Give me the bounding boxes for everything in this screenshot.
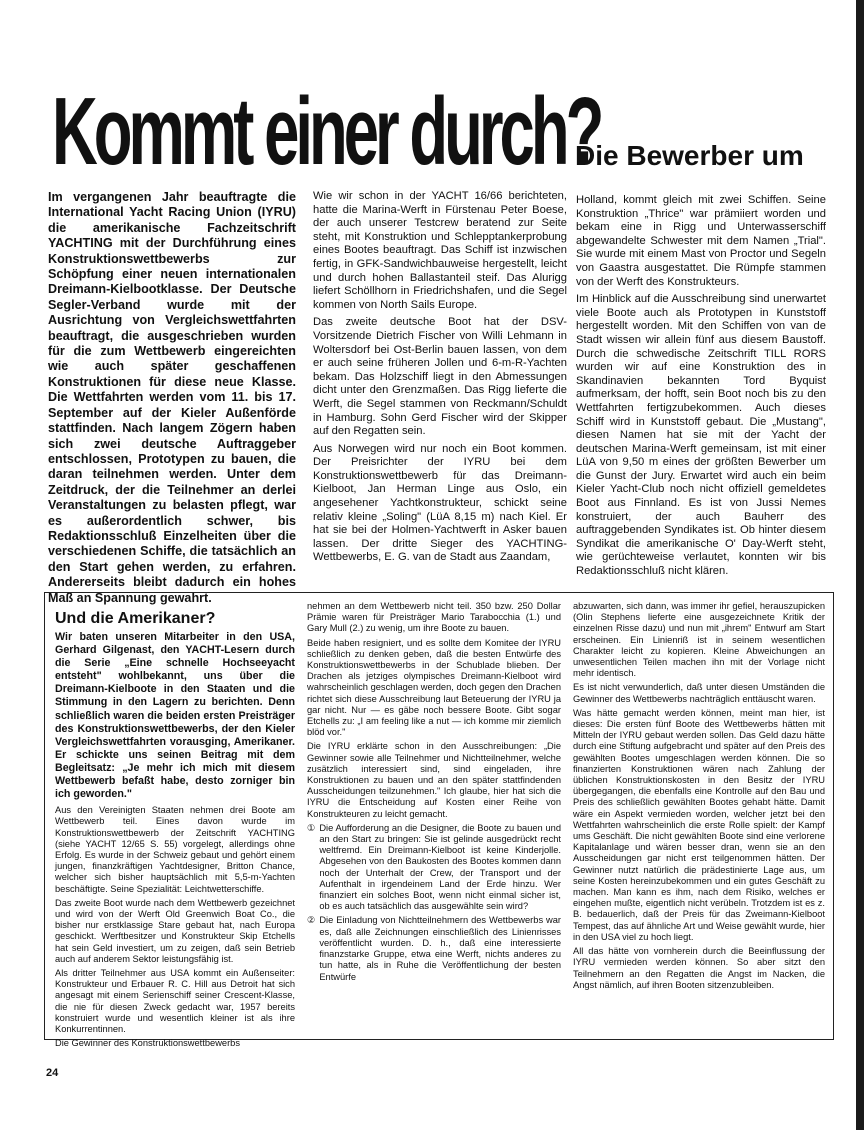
box-paragraph: Es ist nicht verwunderlich, daß unter diesen Umständen die Gewinner des Wettbewerbs nachträglich enttäuscht waren.: [573, 682, 825, 704]
box-paragraph: Aus den Vereinigten Staaten nehmen drei Boote am Wettbewerb teil. Eines davon wurde im Konstruktionswettbewerb der Zeitschrift YACHTING (siehe YACHT 12/65 S. 55) vorgelegt, allerdings ohne Erfolg. Es wurde in der Schweiz gebaut und gehört einem jungen, finanzkräftigen Yachtdesigner, Britton Chance, welcher sich bisher hauptsächlich mit 5,5-m-Yachten beschäftigte. Seine Spezialität: Leichtwetterschiffe.: [55, 805, 295, 894]
box-paragraph: Die IYRU erklärte schon in den Ausschreibungen: „Die Gewinner sowie alle Teilnehmer und Nichtteilnehmer, welche zusätzlich interessiert sind, sind eingeladen, ihre Konstruktionen zu bauen und an den später stattfindenden Ausscheidungen teilzunehmen." Ich glaube, hier hat sich die IYRU die Entscheidung auf Kosten einer Reihe von Konstrukteuren zu leicht gemacht.: [307, 741, 561, 819]
page-number: 24: [46, 1067, 59, 1079]
article-paragraph: Wie wir schon in der YACHT 16/66 berichteten, hatte die Marina-Werft in Fürstenau Peter Boese, der auch unserer Testcrew beratend zur Seite steht, mit Konstruktion und Schlepptankerprobung eines Bootes beauftragt. Das Schiff ist inzwischen fertig, in GFK-Sandwichbauweise hergestellt, leicht und durch hohen Ballastanteil steif. Das Alurigg liefert Schöllhorn in Friedrichshafen, und die Segel kommen von North Sails Europe.: [313, 190, 567, 311]
box-paragraph: Beide haben resigniert, und es sollte dem Komitee der IYRU schließlich zu denken geben, daß die besten Entwürfe des Konstruktionswettbewerbs in der Schublade blieben. Der Drachen als jetziges olympisches Dreimann-Kielboot wird wahrscheinlich geschlagen werden, doch gegen den Drachen richtet sich diese Ausschreibung laut Beteuerung der IYRU ja gar nicht. Nur — es gäbe noch bessere Boote. Gibt sogar Etchells zu: „I am feeling like a nut — ich komme mir ziemlich blöd vor.": [307, 637, 561, 738]
intro-paragraph: Im vergangenen Jahr beauftragte die International Yacht Racing Union (IYRU) die amerikanische Fachzeitschrift YACHTING mit der Durchführung eines Konstruktionswettbewerbs zur Schöpfung einer neuen internationalen Dreimann-Kielbootklasse. Der Deutsche Segler-Verband wurde mit der Ausrichtung von Vergleichswettfahrten beauftragt, die ausgeschrieben wurden für die zum Wettbewerb eingereichten wie auch später geschaffenen Konstruktionen für diese neue Klasse. Die Wettfahrten werden vom 11. bis 17. September auf der Kieler Außenförde stattfinden. Nach langem Zögern haben sich zwei deutsche Auftraggeber entschlossen, Prototypen zu bauen, die daran teilnehmen werden. Unter dem Zeitdruck, der die Teilnehmer an derlei Veranstaltungen zu belasten pflegt, war es außerordentlich schwer, bis Redaktionsschluß Einzelheiten über die verschiedenen Schiffe, die tatsächlich an den Start gehen werden, zu erfahren. Andererseits bleibt dadurch ein hohes Maß an Spannung gewahrt.: [48, 190, 296, 605]
box-column-1: [55, 601, 295, 1049]
box-column-2: [307, 601, 561, 1033]
numbered-item: [307, 915, 561, 982]
numbered-item: [307, 823, 561, 913]
box-paragraph: Als dritter Teilnehmer aus USA kommt ein Außenseiter: Konstrukteur und Erbauer R. C. Hill aus Detroit hat sich angesagt mit einem Serienschiff seiner Crescent-Klasse, die nie für diesen Zweck gedacht war, 1957 bereits konstruiert wurde und wesentlich kleiner ist als ihre Konkurrentinnen.: [55, 968, 295, 1035]
item-number: ②: [307, 915, 316, 926]
article-paragraph: Aus Norwegen wird nur noch ein Boot kommen. Der Preisrichter der IYRU bei dem Konstruktionswettbewerb für das Dreimann-Kielboot, Jan Herman Linge aus Oslo, ein angesehener Yachtkonstrukteur, schickt seine relativ kleine „Soling" (LüA 8,15 m) nach Kiel. Er hat sie bei der Holmen-Yachtwerft in Asker bauen lassen. Der dritte Sieger des YACHTING-Wettbewerbs, E. G. van de Stadt aus Zaandam,: [313, 442, 567, 564]
box-lead: Wir baten unseren Mitarbeiter in den USA, Gerhard Gilgenast, den YACHT-Lesern durch die Serie „Eine schnelle Hochseeyacht entsteht" wohlbekannt, uns über die Dreimann-Kielboote in den Staaten und die Stimmung in den Lagern zu berichten. Denn schließlich waren die beiden ersten Preisträger des Konstruktionswettbewerbs, der den Kieler Vergleichswettfahrten vorausging, Amerikaner. Er schickte uns seinen Beitrag mit dem Begleitsatz: „Je mehr ich mich mit diesem Wettbewerb befaßt habe, desto zorniger bin ich geworden.": [55, 631, 295, 801]
item-text: Die Aufforderung an die Designer, die Boote zu bauen und an den Start zu bringen: Sie ist gelinde ausgedrückt recht weltfremd. Ein Dreimann-Kielboot ist keine Kinderjolle. Abgesehen von den Baukosten des Bootes kommen dann noch der Unterhalt der Crew, der Transport und der Aufenthalt in irgendeinem Land der Erde hinzu. Wer finanziert ein solches Boot, wenn nicht einmal sicher ist, ob es auch tatsächlich das ausgewählte sein wird?: [319, 822, 561, 912]
headline: Kommt einer durch?: [52, 78, 601, 185]
sidebar-box: [44, 592, 834, 1049]
box-paragraph: All das hätte von vornherein durch die Beeinflussung der IYRU vermieden werden können. So aber sitzt den Teilnehmern an den Regatten die Angst im Nacken, die Angst nämlich, auf ihren Booten sitzenzubleiben.: [573, 946, 825, 990]
box-paragraph: nehmen an dem Wettbewerb nicht teil. 350 bzw. 250 Dollar Prämie waren für Preisträger Mario Tarabocchia (1.) und Gary Mull (2.) zu wenig, um ihre Boote zu bauen.: [307, 601, 561, 634]
subhead: Die Bewerber um: [575, 140, 804, 171]
box-paragraph: Das zweite Boot wurde nach dem Wettbewerb gezeichnet und wird von der Werft Old Greenwich Boat Co., die bisher nur erstklassige Stare gebaut hat, nach Europa geschickt. Werftbesitzer und Konstrukteur Skip Etchells hat sein Geld investiert, um zu zeigen, daß sein Betrieb auch auf anderem Sektor leistungsfähig ist.: [55, 897, 295, 964]
article-column-2: [313, 190, 567, 580]
article-paragraph: Das zweite deutsche Boot hat der DSV-Vorsitzende Dietrich Fischer von Willi Lehmann in Woltersdorf bei Ost-Berlin bauen lassen, von dem er auch seine früheren Jollen und 6-m-R-Yachten bekam. Das Holzschiff liegt in den Abmessungen dicht unter den Grenzmaßen. Das Rigg lieferte die Werft, die Segel stammen von Reckmann/Schuldt in Hamburg. Sohn Gerd Fischer wird der Skipper auf den Regatten sein.: [313, 316, 567, 438]
article-paragraph: Im Hinblick auf die Ausschreibung sind unerwartet viele Boote auch als Prototypen in Kunststoff hergestellt worden. Mit den Schiffen von van de Stadt wissen wir allein fünf aus diesem Baustoff. Durch die schwedische Zeitschrift TILL RORS wurden wir auf eine Konstruktion des in Skandinavien bekannten Tord Byquist aufmerksam, der hofft, sein Boot noch bis zu den Wettfahrten fertigzubekommen. Auch dieses Schiff wird in Kunststoff gebaut. Die „Mustang", diesen Namen hat sie mit der Yacht der deutschen Marina-Werft gemeinsam, ist mit einer LüA von 9,50 m eines der größten Bewerber um die Gunst der Jury. Erwartet wird auch ein beim Kieler Yacht-Club noch nicht offiziell gemeldetes Boot aus Finnland. Es ist von Jussi Nemes konstruiert, der auch Bauherr des auftraggebenden Syndikates ist. Ob hinter diesem Syndikat die amerikanische O' Day-Werft steht, wie gerüchteweise verlautet, konnten wir bis Redaktionsschluß nicht klären.: [576, 293, 826, 578]
box-paragraph: abzuwarten, sich dann, was immer ihr gefiel, herauszupicken (Olin Stephens lieferte eine ausgezeichnete Kritik der einzelnen Risse dazu) und nun mit „ihrem" Entwurf am Start erscheinen. Ein Linienriß ist in seinem wesentlichen Charakter leicht zu kopieren. Kleine Abweichungen an unwesentlichen Teilen machen ihn mit der Vorlage nicht mehr identisch.: [573, 601, 825, 679]
box-title: Und die Amerikaner?: [55, 610, 216, 627]
item-text: Die Einladung von Nichtteilnehmern des Wettbewerbs war es, daß alle Zeichnungen einschließlich des Linienrisses veröffentlicht wurden. D. h., daß eine interessierte finanzstarke Gruppe, etwa eine Werft, nichts anderes zu tun hatte, als in Ruhe die Veröffentlichung der besten Entwürfe: [319, 915, 561, 982]
article-column-3: [576, 194, 826, 584]
box-paragraph: Die Gewinner des Konstruktionswettbewerbs: [55, 1038, 240, 1049]
item-number: ①: [307, 822, 316, 833]
box-column-3: [573, 601, 825, 1033]
box-paragraph: Was hätte gemacht werden können, meint man hier, ist dieses: Die ersten fünf Boote des Wettbewerbs hätten mit Mitteln der IYRU gebaut werden sollen. Das Geld dazu hätte durch eine Stiftung aufgebracht und später auf den Preis des gewählten Bootes umgeschlagen werden können. Die so finanzierten Konstruktionen wären nach Zahlung der üblichen Konstruktionskosten in den Besitz der IYRU übergegangen, die ebenfalls eine Kontrolle auf den Bau und Preis des schließlich gewählten Bootes gehabt hätte. Damit wäre ein Aspekt vermieden worden, welcher jetzt bei den Wettfahrten wahrscheinlich die erste Rolle spielt: der Kampf ums Geschäft. Die nicht gewählten Boote sind eine verlorene Kapitalanlage und wären besser dran, wenn sie an den Ausscheidungen gar nicht erst teilgenommen hätten. Der Gewinner nutzt natürlich die prädestinierte Lage aus, um seine Kosten hereinzubekommen und ein gutes Geschäft zu machen. Man kann es ihm, nach dem Risiko, welches er eingehen mußte, eigentlich nicht verübeln. Trotzdem ist es z. B. bedauerlich, daß der Preis für das Zweimann-Kielboot Tempest, das auf ähnliche Art und Weise gewählt wurde, hier in den USA viel zu hoch liegt.: [573, 707, 825, 942]
article-paragraph: Holland, kommt gleich mit zwei Schiffen. Seine Konstruktion „Thrice" war prämiiert worden und bekam eine in Rigg und Unterwasserschiff abgewandelte Schwester mit dem Namen „Trial". Sie wurde mit einem Mast von Proctor und Segeln von Gaastra ausgestattet. Die Rümpfe stammen von der Werft des Konstrukteurs.: [576, 194, 826, 288]
scan-edge: [856, 0, 864, 1130]
